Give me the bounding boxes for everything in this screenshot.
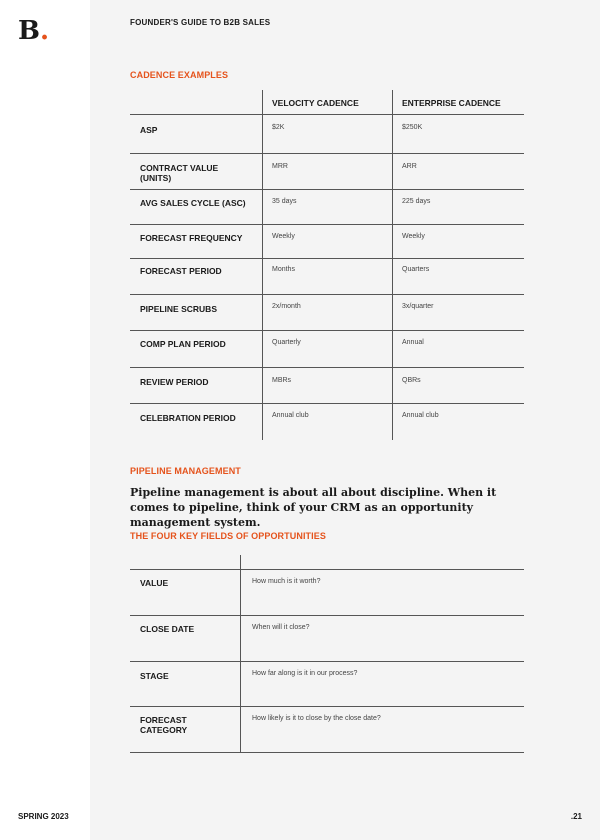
- table-rule: [130, 114, 524, 115]
- column-header-velocity: VELOCITY CADENCE: [272, 98, 359, 108]
- table-rule: [130, 330, 524, 331]
- footer-edition: SPRING 2023: [18, 812, 69, 821]
- table-rule: [130, 294, 524, 295]
- table-rule: [130, 706, 524, 707]
- footer-page-number: .21: [570, 812, 582, 821]
- pipeline-intro-text: Pipeline management is about all about discipline. When it comes to pipeline, think of your CRM as an opportunity management system.: [130, 486, 497, 529]
- table-rule: [130, 258, 524, 259]
- table-rule: [130, 403, 524, 404]
- fields-section-title: THE FOUR KEY FIELDS OF OPPORTUNITIES: [130, 531, 326, 541]
- table-column-divider: [392, 90, 393, 440]
- table-rule: [130, 661, 524, 662]
- table-rule: [130, 615, 524, 616]
- page-header-title: FOUNDER'S GUIDE TO B2B SALES: [130, 18, 271, 27]
- brand-logo: B.: [18, 16, 50, 46]
- table-column-divider: [262, 90, 263, 440]
- table-rule: [130, 752, 524, 753]
- table-rule: [130, 569, 524, 570]
- table-rule: [130, 367, 524, 368]
- table-rule: [130, 153, 524, 154]
- table-rule: [130, 224, 524, 225]
- left-margin-panel: [0, 0, 90, 840]
- table-column-divider: [240, 555, 241, 753]
- pipeline-section-title: PIPELINE MANAGEMENT: [130, 466, 241, 476]
- cadence-section-title: CADENCE EXAMPLES: [130, 70, 229, 80]
- table-rule: [130, 189, 524, 190]
- column-header-enterprise: ENTERPRISE CADENCE: [402, 98, 501, 108]
